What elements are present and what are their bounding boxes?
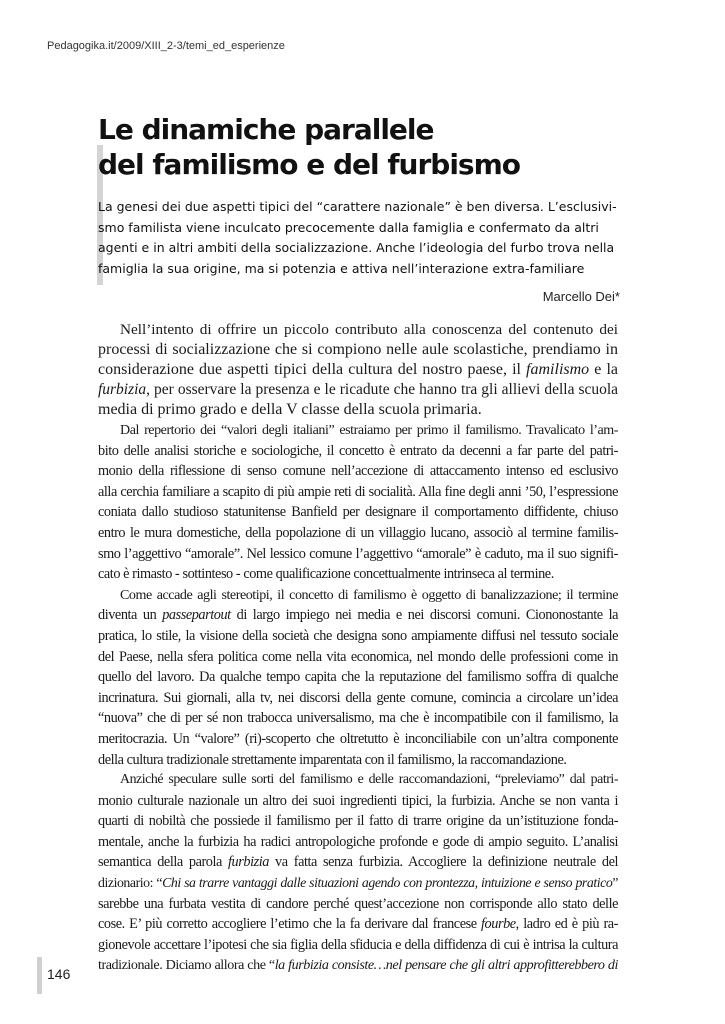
page-number: 146 — [47, 966, 71, 982]
text-line: Nell’intento di offrire un piccolo contributo alla conoscenza del contenuto dei — [120, 321, 618, 338]
text-line: smo l’aggettivo “amorale”. Nel lessico comune l’aggettivo “amorale” è caduto, ma il suo signifi- — [98, 545, 618, 562]
article-abstract — [98, 197, 618, 279]
text-line: processi di socializzazione che si compiono nelle aule scolastiche, prendiamo in — [98, 341, 618, 358]
text-line: tradizionale. Diciamo allora che “la furbizia consiste…nel pensare che gli altri approfitterebbero di — [98, 957, 618, 974]
text-line: gionevole accettare l’ipotesi che sia figlia della sfiducia e della diffidenza di cui è intrisa la cultura — [98, 936, 618, 953]
text-line: Anziché speculare sulle sorti del familismo e delle raccomandazioni, “preleviamo” dal patri- — [120, 772, 618, 788]
text-line: “nuova” che di per sé non trabocca universalismo, ma che è incompatibile con il familismo, la — [98, 710, 618, 727]
text-line: del Paese, nella sfera politica come nella vita economica, nel mondo delle professioni come in — [98, 648, 618, 665]
text-line: considerazione due aspetti tipici della cultura del nostro paese, il familismo e la — [98, 361, 618, 378]
abstract-line: La genesi dei due aspetti tipici del “carattere nazionale” è ben diversa. L’esclusivi- — [98, 199, 617, 214]
text-line: bito delle analisi storiche e sociologiche, il concetto è entrato da decenni a far parte del patri- — [98, 442, 618, 459]
author-name: Marcello Dei* — [542, 289, 620, 304]
abstract-line: smo familista viene inculcato precocemente dalla famiglia e confermato da altri — [98, 219, 599, 235]
text-line: Come accade agli stereotipi, il concetto di familismo è oggetto di banalizzazione; il termine — [120, 586, 618, 603]
text-line: della cultura tradizionale strettamente imparentata con il familismo, la raccomandazione. — [98, 751, 567, 768]
main-paragraphs — [98, 420, 618, 976]
abstract-line: famiglia la sua origine, ma si potenzia e attiva nell’interazione extra-familiare — [98, 260, 585, 276]
text-line: semantica della parola furbizia va fatta senza furbizia. Accogliere la definizione neutrale del — [98, 854, 618, 871]
article-body — [98, 320, 618, 976]
title-line: del familismo e del furbismo — [98, 148, 521, 181]
text-line: alla cerchia familiare a scapito di più ampie reti di socialità. Alla fine degli anni ’50, l’espressione — [98, 483, 618, 500]
text-line: coniata dallo studioso statunitense Banfield per designare il comportamento diffidente, chiuso — [98, 504, 618, 521]
abstract-line: agenti e in altri ambiti della socializzazione. Anche l’ideologia del furbo trova nella — [98, 240, 615, 255]
text-line: pratica, lo stile, la visione della società che designa sono ampiamente diffusi nel tessuto sociale — [98, 627, 618, 644]
text-line: Dal repertorio dei “valori degli italiani” estraiamo per primo il familismo. Travalicato l’am- — [120, 422, 618, 438]
intro-paragraph — [98, 320, 618, 420]
text-line: monio culturale nazionale un altro dei suoi ingredienti tipici, la furbizia. Anche se non vanta i — [98, 792, 618, 809]
text-line: entro le mura domestiche, della popolazione di un villaggio lucano, associò al termine familis- — [98, 524, 618, 541]
text-line: furbizia, per osservare la presenza e le ricadute che hanno tra gli allievi della scuola — [98, 381, 618, 398]
text-line: diventa un passepartout di largo impiego nei media e nei discorsi comuni. Ciononostante la — [98, 607, 619, 624]
text-line: sarebbe una furbata vestita di candore perché quest’accezione non corrisponde allo stato delle — [98, 895, 618, 912]
text-line: quarti di nobiltà che possiede il familismo per il fatto di trarre origine da un’istituzione fonda- — [98, 813, 618, 830]
text-line: incrinatura. Sui giornali, alla tv, nei discorsi della gente comune, comincia a circolare un’idea — [98, 689, 618, 706]
text-line: media di primo grado e della V classe della scuola primaria. — [98, 401, 482, 418]
running-head: Pedagogika.it/2009/XIII_2-3/temi_ed_esperienze — [47, 40, 285, 52]
text-line: mentale, anche la furbizia ha radici antropologiche profonde e gode di ampio seguito. L’analisi — [98, 833, 618, 850]
title-line: Le dinamiche parallele — [98, 113, 434, 146]
page-number-bar — [37, 957, 42, 994]
text-line: dizionario: “Chi sa trarre vantaggi dalle situazioni agendo con prontezza, intuizione e senso pratico” — [98, 875, 618, 891]
article-title — [98, 112, 638, 182]
text-line: monio della riflessione di senso comune nell’accezione di attaccamento intenso ed esclusivo — [98, 463, 618, 480]
text-line: meritocrazia. Un “valore” (ri)-scoperto che oltretutto è inconciliabile con un’altra componente — [98, 730, 618, 747]
text-line: cose. E’ più corretto accogliere l’etimo che la fa derivare dal francese fourbe, ladro ed è più ra- — [98, 916, 618, 933]
text-line: quello del lavoro. Da qualche tempo capita che la reputazione del familismo soffra di qualche — [98, 669, 618, 686]
text-line: cato è rimasto - sottinteso - come qualificazione concettualmente intrinseca al termine. — [98, 566, 554, 583]
